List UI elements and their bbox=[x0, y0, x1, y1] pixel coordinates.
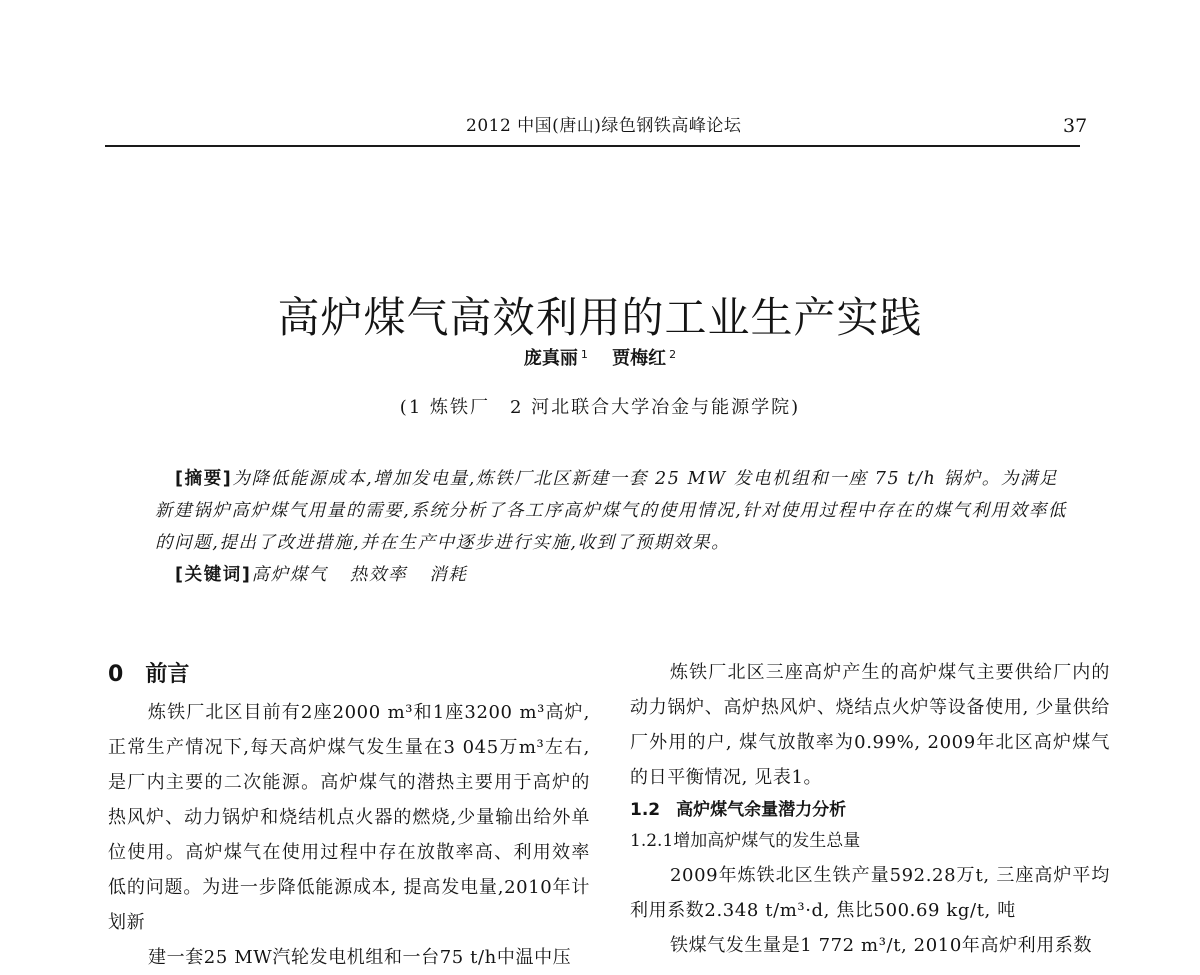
keyword: 热效率 bbox=[349, 565, 408, 585]
section-heading-introduction bbox=[108, 655, 590, 695]
subsection-heading bbox=[630, 795, 1110, 825]
author-affiliation-mark: 2 bbox=[669, 348, 677, 361]
author-name: 庞真丽 bbox=[523, 348, 578, 369]
author-name: 贾梅红 bbox=[612, 348, 667, 369]
keyword: 高炉煤气 bbox=[251, 565, 328, 585]
keyword: 消耗 bbox=[429, 565, 468, 585]
abstract-text: 为降低能源成本,增加发电量,炼铁厂北区新建一套 25 MW 发电机组和一座 75 t/h 锅炉。为满足新建锅炉高炉煤气用量的需要,系统分析了各工序高炉煤气的使用情况,针对使用过程中存在的煤气利用效率低的问题,提出了改进措施,并在生产中逐步进行实施,收到了预期效果。 bbox=[155, 469, 1068, 553]
subsubsection-heading: 1.2.1增加高炉煤气的发生总量 bbox=[630, 831, 861, 851]
running-header bbox=[0, 113, 1200, 143]
running-title: 2012 中国(唐山)绿色钢铁高峰论坛 bbox=[466, 116, 742, 136]
header-rule bbox=[105, 145, 1080, 147]
author-1 bbox=[524, 348, 588, 369]
abstract-block bbox=[155, 463, 1075, 591]
introduction-cut-line: 建一套25 MW汽轮发电机组和一台75 t/h中温中压 bbox=[148, 947, 572, 968]
paper-title: 高炉煤气高效利用的工业生产实践 bbox=[277, 293, 923, 343]
keywords bbox=[155, 559, 1075, 591]
author-list bbox=[0, 340, 1200, 374]
production-paragraph: 2009年炼铁北区生铁产量592.28万t, 三座高炉平均利用系数2.348 t/m³·d, 焦比500.69 kg/t, 吨 bbox=[630, 865, 1110, 921]
gas-supply-paragraph: 炼铁厂北区三座高炉产生的高炉煤气主要供给厂内的动力锅炉、高炉热风炉、烧结点火炉等设备使用, 少量供给厂外用的户, 煤气放散率为0.99%, 2009年北区高炉煤气的日平衡情况, 见表1。 bbox=[630, 662, 1110, 788]
section-title: 前言 bbox=[145, 662, 190, 687]
section-number: 0 bbox=[108, 662, 124, 687]
author-affiliation-mark: 1 bbox=[580, 348, 588, 361]
abstract-label: [摘要] bbox=[175, 469, 233, 489]
right-column bbox=[630, 655, 1110, 963]
affiliation: (1 炼铁厂 2 河北联合大学冶金与能源学院) bbox=[399, 397, 801, 418]
subsection-title: 高炉煤气余量潜力分析 bbox=[676, 800, 847, 820]
subsection-number: 1.2 bbox=[630, 800, 661, 820]
production-cut-line: 铁煤气发生量是1 772 m³/t, 2010年高炉利用系数 bbox=[670, 935, 1093, 956]
author-2 bbox=[612, 348, 676, 369]
introduction-paragraph: 炼铁厂北区目前有2座2000 m³和1座3200 m³高炉,正常生产情况下,每天高炉煤气发生量在3 045万m³左右,是厂内主要的二次能源。高炉煤气的潜热主要用于高炉的热风炉、动力锅炉和烧结机点火器的燃烧,少量输出给外单位使用。高炉煤气在使用过程中存在放散率高、利用效率低的问题。为进一步降低能源成本, 提高发电量,2010年计划新 bbox=[108, 702, 590, 933]
page-number: 37 bbox=[1063, 115, 1088, 137]
abstract bbox=[155, 463, 1075, 559]
keywords-label: [关键词] bbox=[175, 565, 252, 585]
left-column bbox=[108, 655, 590, 975]
